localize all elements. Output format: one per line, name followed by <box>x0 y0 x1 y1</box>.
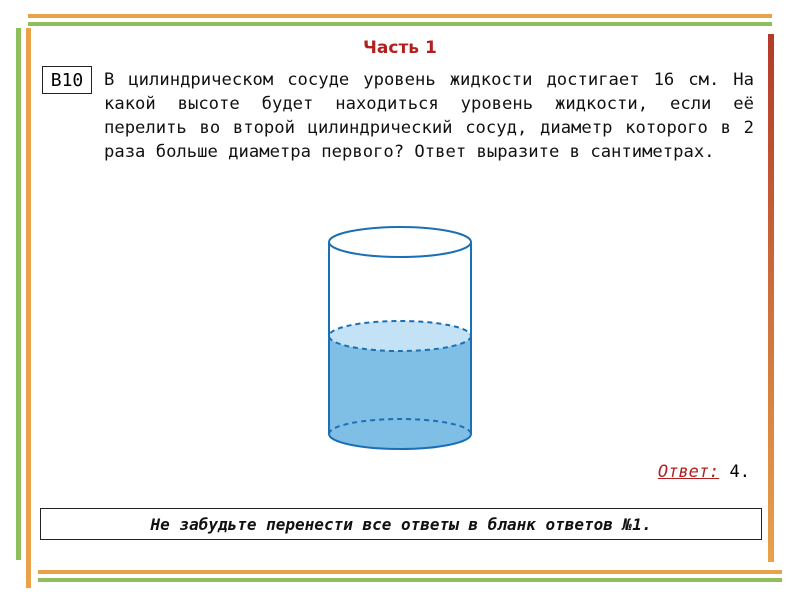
problem-text: В цилиндрическом сосуде уровень жидкости достигает 16 см. На какой высоте будет находиться уровень жидкости, если её перелить во второй цилиндрический сосуд, диаметр которого в 2 раза больше диаметра первого? Ответ выразите в сантиметрах. <box>104 70 754 162</box>
liquid-surface <box>329 321 471 351</box>
reminder-note: Не забудьте перенести все ответы в бланк ответов №1. <box>40 508 762 540</box>
liquid-body <box>329 336 471 449</box>
right-red-bar <box>768 34 774 562</box>
top-orange-bar <box>28 14 772 18</box>
bottom-orange-bar <box>38 570 782 574</box>
answer-value: 4. <box>719 462 750 482</box>
left-green-bar <box>16 28 21 560</box>
top-rim <box>329 227 471 257</box>
cylinder-illustration <box>320 222 480 454</box>
answer <box>658 462 750 482</box>
top-green-bar <box>28 22 772 26</box>
left-orange-bar <box>26 28 31 588</box>
question-number: B10 <box>42 66 92 94</box>
bottom-green-bar <box>38 578 782 582</box>
answer-label: Ответ: <box>657 462 720 482</box>
page-title: Часть 1 <box>363 38 437 58</box>
